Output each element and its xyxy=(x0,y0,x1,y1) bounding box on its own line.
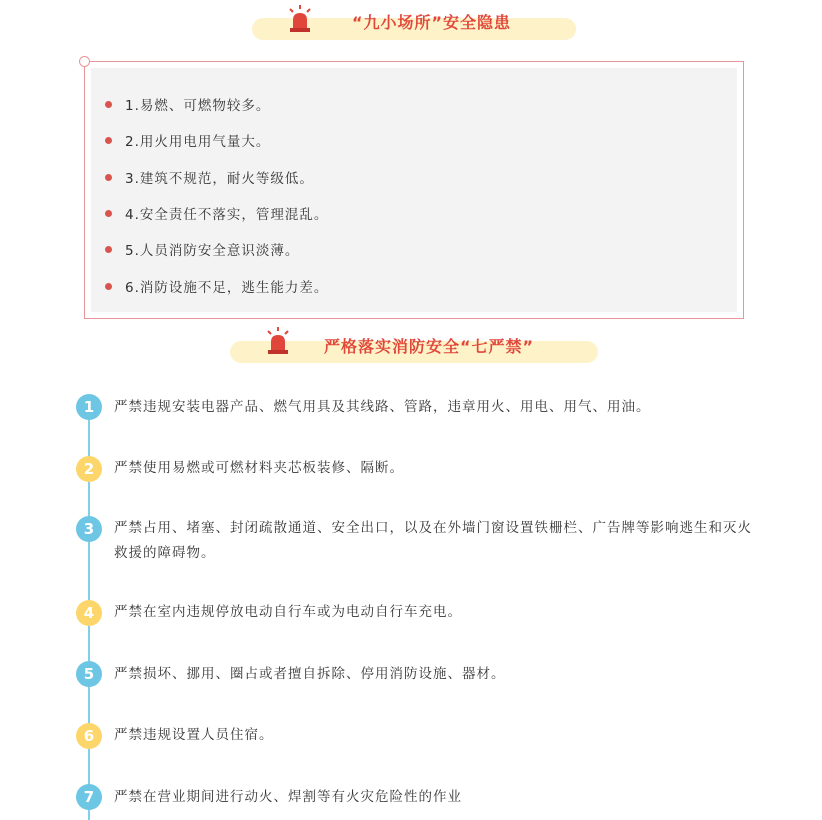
bullet-dot xyxy=(105,210,112,217)
bullet-dot xyxy=(105,283,112,290)
rule-text-4: 严禁在室内违规停放电动自行车或为电动自行车充电。 xyxy=(114,604,462,620)
section1-title: “九小场所”安全隐患 xyxy=(352,13,512,32)
alarm-light-icon xyxy=(264,326,292,356)
rule-number-4: 4 xyxy=(76,600,102,626)
rule-number-3: 3 xyxy=(76,516,102,542)
section2-title: 严格落实消防安全“七严禁” xyxy=(324,337,535,356)
hazard-list: 1.易燃、可燃物较多。 2.用火用电用气量大。 3.建筑不规范，耐火等级低。 4.安全责任不落实，管理混乱。 5.人员消防安全意识淡薄。 6.消防设施不足，逃生能力差。 xyxy=(91,68,737,312)
corner-dot xyxy=(79,56,90,67)
rule-text-2: 严禁使用易燃或可燃材料夹芯板装修、隔断。 xyxy=(114,460,404,476)
alarm-light-icon xyxy=(286,4,314,34)
bullet-dot xyxy=(105,101,112,108)
bullet-dot xyxy=(105,137,112,144)
rule-text-6: 严禁违规设置人员住宿。 xyxy=(114,727,274,743)
bullet-dot xyxy=(105,174,112,181)
rule-number-6: 6 xyxy=(76,723,102,749)
rule-number-5: 5 xyxy=(76,661,102,687)
rule-number-1: 1 xyxy=(76,394,102,420)
rule-text-7: 严禁在营业期间进行动火、焊割等有火灾危险性的作业 xyxy=(114,789,462,805)
rule-text-3: 严禁占用、堵塞、封闭疏散通道、安全出口，以及在外墙门窗设置铁栅栏、广告牌等影响逃生和灭火救援的障碍物。 xyxy=(114,520,752,561)
bullet-dot xyxy=(105,246,112,253)
rule-text-5: 严禁损坏、挪用、圈占或者擅自拆除、停用消防设施、器材。 xyxy=(114,666,506,682)
rule-number-2: 2 xyxy=(76,456,102,482)
rule-text-1: 严禁违规安装电器产品、燃气用具及其线路、管路，违章用火、用电、用气、用油。 xyxy=(114,399,651,415)
rule-number-7: 7 xyxy=(76,784,102,810)
hazard-list-box xyxy=(84,61,744,319)
